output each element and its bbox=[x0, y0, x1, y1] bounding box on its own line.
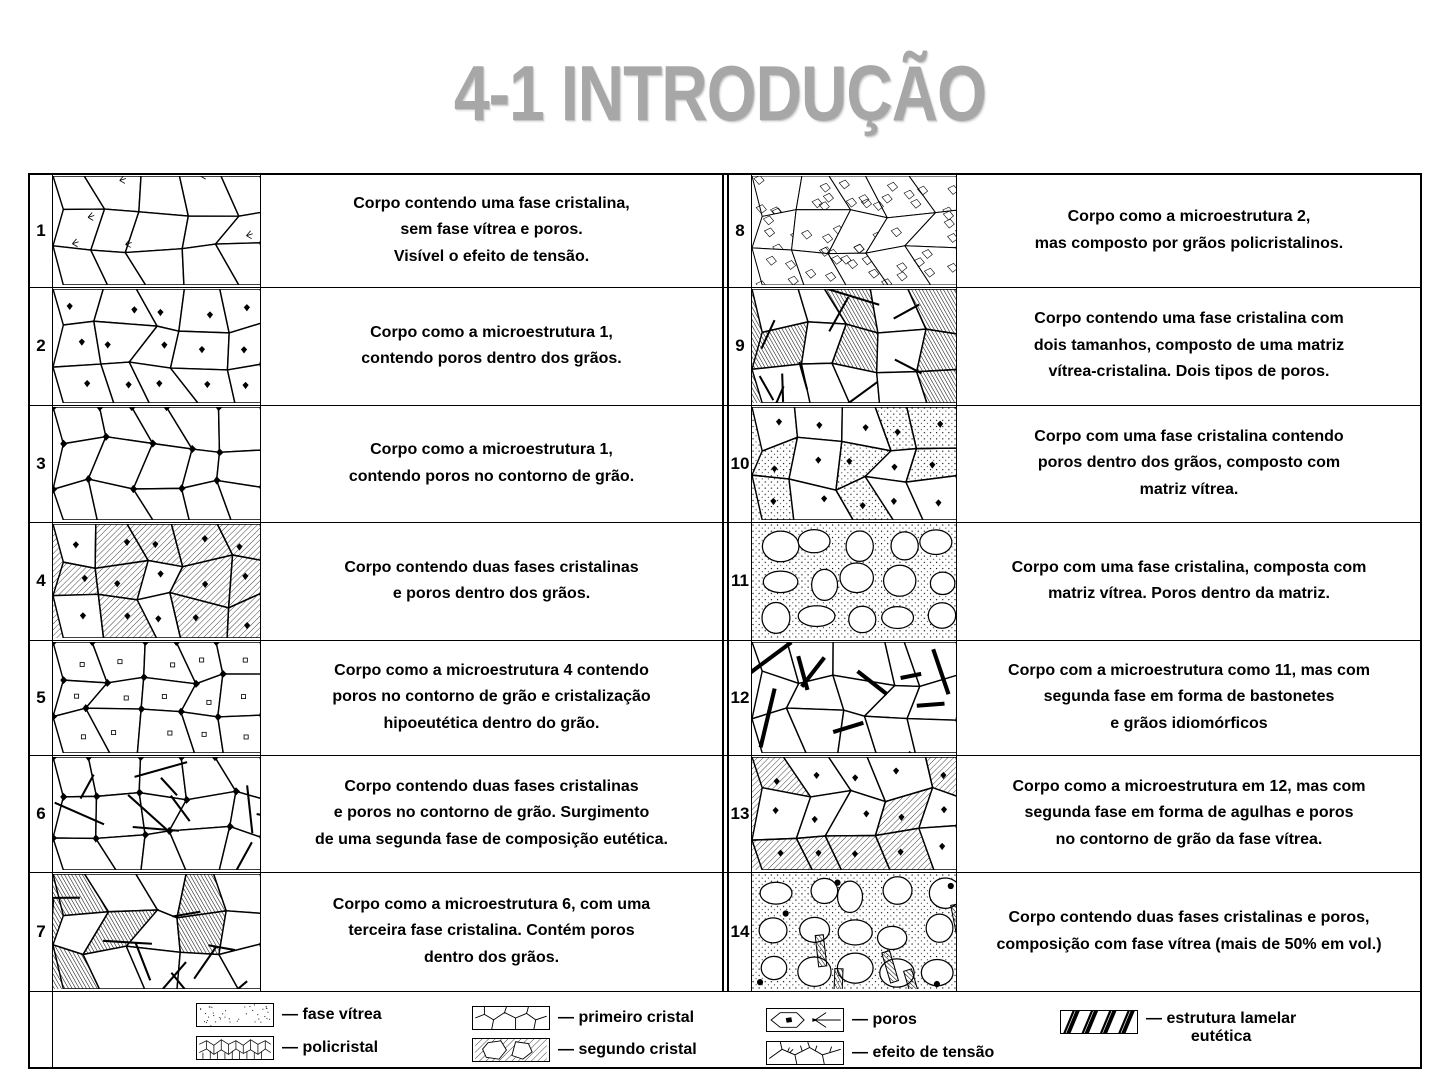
description-line: Corpo contendo uma fase cristalina com bbox=[1034, 310, 1344, 328]
row-description bbox=[957, 287, 1421, 405]
description-line: de uma segunda fase de composição eutética. bbox=[315, 830, 668, 848]
description-line: e poros no contorno de grão. Surgimento bbox=[333, 804, 650, 822]
description-line: Corpo como a microestrutura 1, bbox=[370, 323, 613, 341]
description-line: Corpo como a microestrutura em 12, mas com bbox=[1012, 777, 1366, 795]
legend-item-pores bbox=[766, 1008, 917, 1032]
description-line: contendo poros dentro dos grãos. bbox=[361, 350, 622, 367]
row-number: 1 bbox=[36, 220, 46, 240]
row-description bbox=[261, 640, 722, 755]
row-description bbox=[261, 405, 722, 522]
description-line: no contorno de grão da fase vítrea. bbox=[1055, 830, 1323, 848]
description-line: Corpo como a microestrutura 4 contendo bbox=[334, 661, 649, 679]
description-line: e poros dentro dos grãos. bbox=[392, 585, 591, 602]
legend-label: — poros bbox=[852, 1011, 917, 1028]
row-number: 9 bbox=[735, 336, 745, 355]
row-description bbox=[957, 174, 1421, 287]
grain-pores-inside-micrograph-icon bbox=[53, 289, 260, 403]
row-description bbox=[261, 287, 722, 405]
description-line: Corpo como a microestrutura 2, bbox=[1067, 208, 1311, 226]
row-description bbox=[957, 872, 1421, 991]
grid-line bbox=[29, 640, 1422, 641]
grid-line bbox=[751, 174, 752, 991]
row-number: 12 bbox=[730, 687, 750, 707]
grid-line bbox=[52, 174, 53, 991]
row-description bbox=[261, 174, 722, 287]
row-description bbox=[261, 872, 722, 991]
description-line: segunda fase em forma de agulhas e poros bbox=[1024, 804, 1354, 822]
description-line: Corpo contendo duas fases cristalinas bbox=[344, 777, 639, 795]
row-description bbox=[957, 755, 1421, 872]
row-description bbox=[957, 640, 1421, 755]
tension-effect-swatch-icon bbox=[766, 1041, 844, 1065]
row-number: 2 bbox=[36, 336, 46, 355]
pores-swatch-icon bbox=[766, 1008, 844, 1032]
description-line: sem fase vítrea e poros. bbox=[400, 221, 583, 239]
grid-line bbox=[29, 872, 1422, 873]
row-number: 3 bbox=[36, 453, 46, 473]
row-number: 7 bbox=[36, 921, 46, 941]
legend-label: — primeiro cristal bbox=[558, 1009, 695, 1026]
legend-item-tension-effect bbox=[766, 1041, 994, 1065]
grain-boundary-tension-micrograph-icon bbox=[53, 176, 260, 285]
description-line: Corpo contendo duas fases cristalinas e poros, bbox=[1008, 909, 1370, 927]
description-line: poros no contorno de grão e cristalização bbox=[332, 688, 651, 706]
legend-label: — segundo cristal bbox=[558, 1041, 697, 1058]
page-title: 4-1 INTRODUÇÃO bbox=[453, 49, 987, 137]
first-crystal-swatch-icon bbox=[472, 1006, 550, 1030]
grid-line bbox=[29, 287, 1422, 288]
legend-item-glass-phase bbox=[196, 1003, 382, 1027]
grid-line bbox=[260, 174, 261, 991]
glass-matrix-pores-micrograph-icon bbox=[752, 407, 956, 520]
description-line: composição com fase vítrea (mais de 50% em vol.) bbox=[996, 935, 1382, 953]
glass-over-50-micrograph-icon bbox=[752, 874, 956, 989]
needle-second-phase-micrograph-icon bbox=[752, 757, 956, 870]
matrix-pores-micrograph-icon bbox=[752, 524, 956, 638]
description-line: matriz vítrea. Poros dentro da matriz. bbox=[1048, 585, 1330, 602]
row-description bbox=[957, 522, 1421, 640]
description-line: mas composto por grãos policristalinos. bbox=[1034, 234, 1344, 252]
row-description bbox=[261, 755, 722, 872]
row-number: 6 bbox=[36, 803, 46, 823]
row-description bbox=[957, 405, 1421, 522]
description-line: e grãos idiomórficos bbox=[1110, 714, 1268, 732]
row-description bbox=[261, 522, 722, 640]
description-line: Corpo com a microestrutura como 11, mas com bbox=[1008, 661, 1370, 679]
grid-line bbox=[956, 174, 957, 991]
legend-item-first-crystal bbox=[472, 1006, 694, 1030]
two-phase-hatched-micrograph-icon bbox=[53, 524, 260, 638]
needle-third-phase-micrograph-icon bbox=[53, 874, 260, 989]
grid-line bbox=[29, 991, 1422, 992]
description-line: terceira fase cristalina. Contém poros bbox=[348, 922, 635, 940]
grid-line bbox=[29, 755, 1422, 756]
row-number: 13 bbox=[730, 803, 750, 823]
row-number: 4 bbox=[36, 571, 46, 590]
description-line: segunda fase em forma de bastonetes bbox=[1043, 688, 1335, 706]
polycrystal-swatch-icon bbox=[196, 1036, 274, 1060]
description-line: Visível o efeito de tensão. bbox=[393, 247, 590, 265]
grid-line bbox=[29, 405, 1422, 406]
grid-line bbox=[52, 991, 53, 1068]
description-line: dentro dos grãos. bbox=[423, 948, 560, 966]
description-line: Corpo contendo uma fase cristalina, bbox=[353, 194, 630, 212]
row-number: 14 bbox=[730, 921, 750, 941]
description-line: Corpo como a microestrutura 6, com uma bbox=[332, 895, 651, 913]
two-size-glass-matrix-micrograph-icon bbox=[752, 289, 956, 403]
description-line: Corpo contendo duas fases cristalinas bbox=[344, 558, 639, 576]
description-line: dois tamanhos, composto de uma matriz bbox=[1033, 336, 1345, 354]
legend-label: — efeito de tensão bbox=[852, 1044, 995, 1061]
description-line: matriz vítrea. bbox=[1139, 480, 1239, 498]
eutectic-second-phase-micrograph-icon bbox=[53, 757, 260, 870]
legend-label: — policristal bbox=[282, 1039, 379, 1056]
legend-label: — estrutura lamelar eutética bbox=[1146, 1010, 1297, 1045]
legend-item-second-crystal bbox=[472, 1038, 697, 1062]
second-crystal-swatch-icon bbox=[472, 1038, 550, 1062]
polycrystal-grain-micrograph-icon bbox=[752, 176, 956, 285]
row-number: 10 bbox=[730, 453, 750, 473]
legend-item-lamellar bbox=[1060, 1010, 1296, 1045]
description-line: Corpo com uma fase cristalina, composta com bbox=[1011, 558, 1367, 576]
legend-label: — fase vítrea bbox=[282, 1006, 382, 1023]
description-line: Corpo como a microestrutura 1, bbox=[370, 441, 613, 459]
row-number: 5 bbox=[36, 687, 46, 707]
description-line: hipoeutética dentro do grão. bbox=[383, 714, 600, 732]
lamellar-swatch-icon bbox=[1060, 1010, 1138, 1034]
grain-boundary-pores-micrograph-icon bbox=[53, 407, 260, 520]
row-number: 11 bbox=[731, 571, 749, 590]
description-line: vítrea-cristalina. Dois tipos de poros. bbox=[1048, 363, 1330, 381]
column-divider bbox=[722, 173, 724, 991]
description-line: Corpo com uma fase cristalina contendo bbox=[1034, 427, 1344, 445]
hypoeutectic-micrograph-icon bbox=[53, 642, 260, 753]
description-line: poros dentro dos grãos, composto com bbox=[1037, 454, 1341, 472]
rod-idiomorphic-micrograph-icon bbox=[752, 642, 956, 753]
grid-line bbox=[29, 522, 1422, 523]
description-line: contendo poros no contorno de grão. bbox=[348, 467, 635, 485]
legend-item-polycrystal bbox=[196, 1036, 378, 1060]
row-number: 8 bbox=[735, 220, 745, 240]
glass-phase-swatch-icon bbox=[196, 1003, 274, 1027]
